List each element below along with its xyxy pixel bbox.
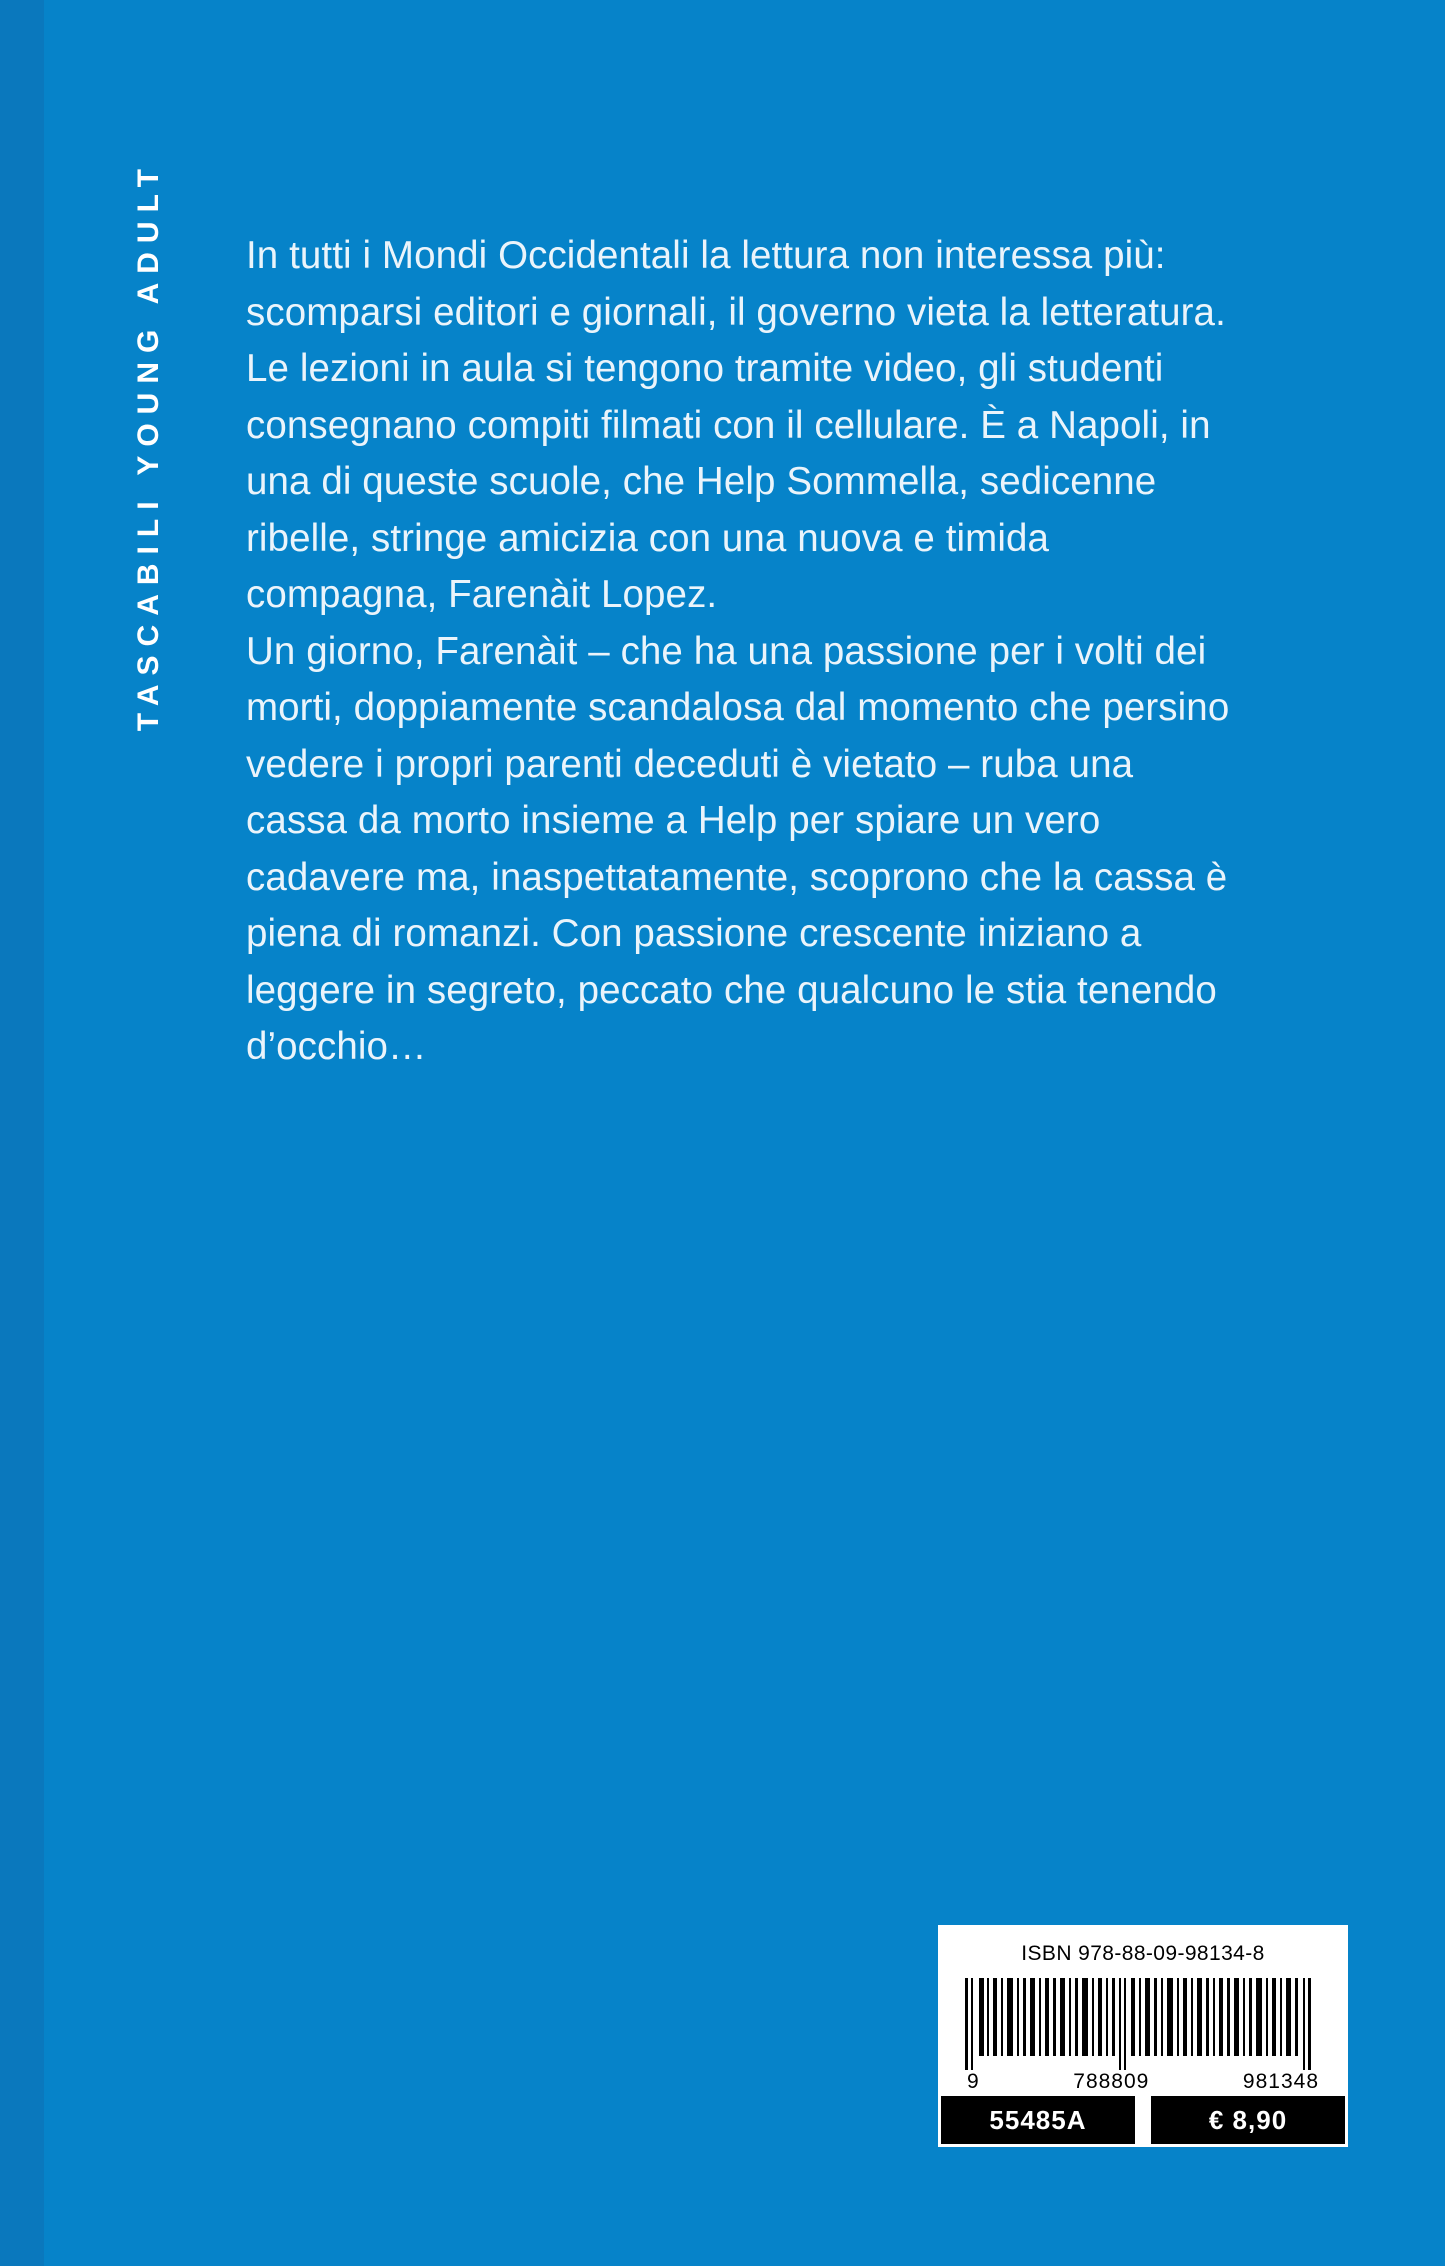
product-code: 55485A	[941, 2096, 1135, 2144]
barcode-digit-left: 9	[967, 2070, 980, 2093]
price-divider	[1135, 2096, 1151, 2144]
blurb-paragraph-1: In tutti i Mondi Occidentali la lettura non interessa più: scomparsi editori e giornali, il governo vieta la letteratura. Le lezioni in aula si tengono tramite video, gli studenti consegnano compiti filmati con il cellulare. È a Napoli, in una di queste scuole, che Help Sommella, sedicenne ribelle, stringe amicizia con una nuova e timida compagna, Farenàit Lopez.	[246, 234, 1226, 616]
blurb-text	[246, 228, 1236, 1076]
barcode-digits-right: 981348	[1242, 2070, 1319, 2093]
barcode-digits-mid: 788809	[1073, 2070, 1150, 2093]
barcode-bars-icon	[965, 1978, 1321, 2070]
series-label	[96, 160, 165, 1160]
price-label: € 8,90	[1151, 2096, 1345, 2144]
series-label-text: TASCABILI YOUNG ADULT	[132, 160, 165, 732]
barcode-block	[938, 1925, 1348, 2147]
price-row	[941, 2096, 1345, 2144]
left-edge-strip	[0, 0, 44, 2266]
blurb-paragraph-2: Un giorno, Farenàit – che ha una passione per i volti dei morti, doppiamente scandalosa dal momento che persino vedere i propri parenti deceduti è vietato – ruba una cassa da morto insieme a Help per spiare un vero cadavere ma, inaspettatamente, scoprono che la cassa è piena di romanzi. Con passione crescente iniziano a leggere in segreto, peccato che qualcuno le stia tenendo d’occhio…	[246, 629, 1230, 1068]
isbn-text: ISBN 978-88-09-98134-8	[1021, 1942, 1265, 1965]
barcode-digits	[967, 2070, 1319, 2094]
